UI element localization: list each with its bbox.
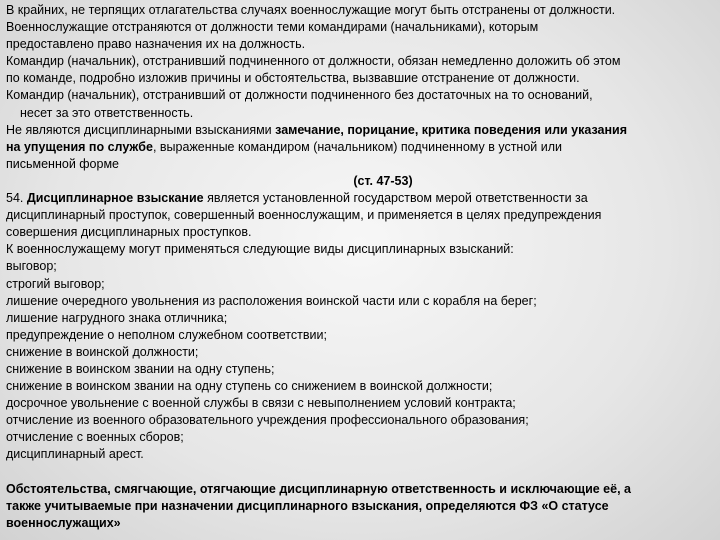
text-line: письменной форме — [6, 156, 120, 171]
text-line: В крайних, не терпящих отлагательства случаях военнослужащие могут быть отстранены от должности. — [6, 3, 616, 17]
text-line: совершения дисциплинарных проступков. — [6, 225, 252, 240]
list-item: снижение в воинском звании на одну ступень; — [6, 361, 275, 376]
text-span: является установленной государством мерой ответственности за — [203, 191, 588, 206]
list-item: лишение очередного увольнения из расположения воинской части или с корабля на берег; — [6, 293, 537, 308]
list-item: лишение нагрудного знака отличника; — [6, 310, 228, 325]
text-span: Не являются дисциплинарными взысканиями — [6, 122, 276, 137]
text-line: Военнослужащие отстраняются от должности теми командирами (начальниками), которым — [6, 20, 539, 35]
bold-text: военнослужащих» — [6, 515, 121, 530]
text-line: предоставлено право назначения их на должность. — [6, 37, 306, 52]
list-item: выговор; — [6, 259, 57, 274]
text-line: по команде, подробно изложив причины и обстоятельства, вызвавшие отстранение от должности. — [6, 71, 580, 86]
bold-text: Дисциплинарное взыскание — [26, 191, 204, 206]
bold-paragraph-line — [6, 481, 716, 498]
text-line — [6, 139, 716, 156]
bold-paragraph-line — [6, 498, 716, 515]
text-span: , выраженные командиром (начальником) подчиненному в устной или — [152, 139, 562, 154]
paragraph-number: 54. — [6, 191, 27, 206]
list-item: дисциплинарный арест. — [6, 447, 144, 462]
bold-text: на упущения по службе — [6, 139, 153, 154]
list-item: отчисление из военного образовательного учреждения профессионального образования; — [6, 413, 529, 428]
text-line: Командир (начальник), отстранивший от должности подчиненного без достаточных на то оснований, — [6, 88, 593, 103]
bold-text: Обстоятельства, смягчающие, отягчающие дисциплинарную ответственность и исключающие её, а — [6, 481, 631, 496]
text-line — [6, 190, 716, 207]
bold-text: также учитываемые при назначении дисциплинарного взыскания, определяются ФЗ «О статусе — [6, 498, 609, 513]
penalty-list — [6, 258, 716, 463]
bold-text: (ст. 47-53) — [353, 173, 413, 188]
list-intro: К военнослужащему могут применяться следующие виды дисциплинарных взысканий: — [6, 242, 514, 257]
list-item: предупреждение о неполном служебном соответствии; — [6, 327, 327, 342]
list-item: снижение в воинской должности; — [6, 344, 199, 359]
list-item: отчисление с военных сборов; — [6, 430, 184, 445]
text-line: несет за это ответственность. — [20, 105, 194, 120]
article-reference — [6, 173, 716, 190]
text-line — [6, 122, 716, 139]
spacer — [6, 464, 716, 481]
text-line: дисциплинарный проступок, совершенный военнослужащим, и применяется в целях предупреждения — [6, 208, 602, 223]
bold-text: замечание, порицание, критика поведения или указания — [275, 122, 628, 137]
text-line: Командир (начальник), отстранивший подчиненного от должности, обязан немедленно доложить об этом — [6, 54, 621, 69]
bold-paragraph-line — [6, 515, 716, 532]
list-item: строгий выговор; — [6, 276, 105, 291]
list-item: снижение в воинском звании на одну ступень со снижением в воинской должности; — [6, 379, 493, 394]
list-item: досрочное увольнение с военной службы в связи с невыполнением условий контракта; — [6, 396, 516, 411]
